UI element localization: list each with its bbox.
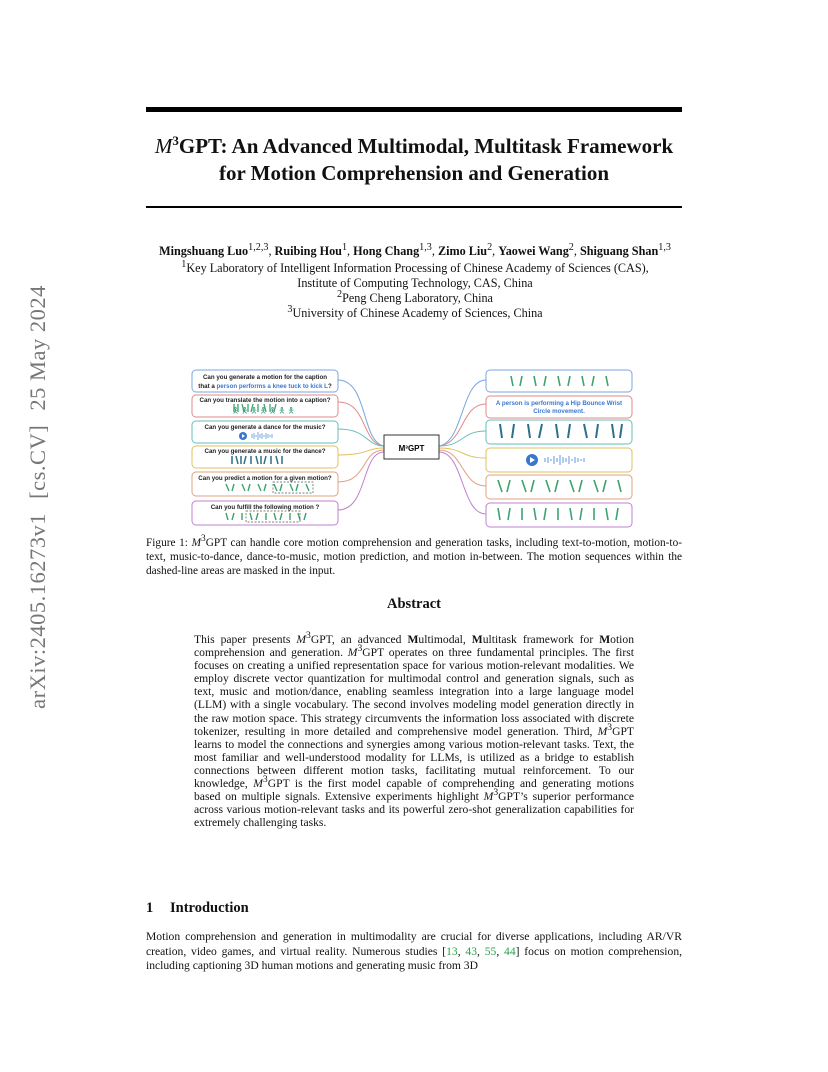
- bold-m: M: [471, 633, 483, 646]
- paper-title: [146, 133, 682, 187]
- bold-m: M: [599, 633, 611, 646]
- aff-text: Key Laboratory of Intelligent Information Processing of Chinese Academy of Sciences (CAS),: [186, 261, 649, 275]
- title-line-1: GPT: An Advanced Multimodal, Multitask Framework: [178, 134, 674, 158]
- model-m: M: [483, 790, 494, 804]
- affiliation-1: [120, 258, 710, 276]
- author-aff: 1,2,3: [248, 241, 269, 253]
- output-caption-line1: A person is performing a Hip Bounce Wrist: [495, 400, 623, 407]
- section-title: Introduction: [170, 900, 249, 916]
- affiliation-1b: [120, 276, 710, 291]
- model-sup: 3: [306, 630, 311, 642]
- introduction-body: Motion comprehension and generation in multimodality are crucial for diverse applications, including AR/VR creation, video games, and virtual reality. Numerous studies [13, 43, 55, 44] focus on motion comprehension, including captioning 3D human motions and generating music from 3D: [146, 930, 683, 972]
- citation-link[interactable]: 44: [504, 944, 516, 958]
- abstract-text: GPT is the first model capable of comprehending and generating motions based on multiple signals. Extensive experiments highlight: [194, 777, 634, 804]
- figure-1-caption: [146, 536, 682, 578]
- caption-label: Figure 1:: [146, 537, 192, 549]
- section-heading-introduction: [146, 900, 249, 917]
- model-m: M: [296, 633, 306, 646]
- citation-link[interactable]: 55: [484, 944, 497, 958]
- abstract-text: ultitask framework for: [482, 633, 600, 646]
- arxiv-id: arXiv:2405.16273v1: [25, 513, 50, 709]
- question-4: Can you generate a music for the dance?: [204, 448, 326, 455]
- author-name: Shiguang Shan: [579, 244, 659, 258]
- title-model-m: M: [154, 134, 173, 158]
- author-name: Zimo Liu: [437, 244, 488, 258]
- author-aff: 1,3: [658, 241, 671, 253]
- question-5: Can you predict a motion for a given motion?: [198, 475, 332, 482]
- intro-text: Motion comprehension and generation in multimodality are crucial for diverse applications, including AR/VR creation, video games, and virtual reality. Numerous studies [: [146, 930, 682, 958]
- model-m: M: [253, 777, 263, 791]
- motion-thumbnails-left: [232, 406, 295, 415]
- model-sup: 3: [357, 643, 363, 655]
- bold-m: M: [407, 633, 419, 646]
- figure-1-diagram: [146, 360, 682, 536]
- title-line-2: for Motion Comprehension and Generation: [218, 161, 610, 185]
- model-sup: 3: [262, 774, 268, 786]
- section-number: 1: [146, 900, 154, 916]
- aff-num: 2: [337, 288, 343, 300]
- title-model-sup: 3: [172, 133, 179, 148]
- abstract-text: GPT, an advanced: [310, 633, 408, 646]
- aff-text: Institute of Computing Technology, CAS, China: [297, 276, 533, 290]
- author-aff: 1: [341, 241, 348, 253]
- question-2: Can you translate the motion into a caption?: [199, 397, 331, 404]
- author-list: Mingshuang Luo$^{1,2,3}$, Ruibing Hou$^1$, Hong Chang$^{1,3}$, Zimo Liu$^2$, Yaowei Wang$^2$, Shiguang Shan$^{1,3}$: [159, 241, 671, 258]
- affiliation-2: [120, 288, 710, 306]
- caption-model-sup: 3: [201, 534, 206, 545]
- author-name: Ruibing Hou: [274, 244, 342, 258]
- abstract-text: This paper presents: [194, 633, 297, 646]
- abstract-text: GPT operates on three fundamental principles. The first focuses on creating a unified representation space for various motion-relevant modalities. We employ discrete vector quantization for multimodal control and generation signals, such as text, music and motion/dance, enabling seamless integration into a large language model (LLM) with a single vocabulary. The second involves modeling model generation directly in the raw motion space. This strategy circumvents the information loss associated with discrete tokenizer, resulting in more detailed and comprehensive model generation. Third,: [194, 646, 634, 738]
- intro-text: ] focus on motion comprehension, including captioning 3D human motions and generating music from 3D: [146, 944, 683, 972]
- abstract-body: [194, 630, 634, 830]
- aff-text: University of Chinese Academy of Sciences, China: [292, 306, 543, 320]
- output-caption-line2: Circle movement.: [533, 408, 585, 415]
- center-node-label: M³GPT: [398, 444, 425, 453]
- author-name: Hong Chang: [353, 244, 420, 258]
- author-aff: 1,3: [419, 241, 432, 253]
- author-name: Mingshuang Luo: [159, 244, 249, 258]
- caption-text: GPT can handle core motion comprehension and generation tasks, including text-to-motion, motion-to-text, music-to-dance, dance-to-music, motion prediction, and motion in-between. The motion sequences within the dashed-line areas are masked in the input.: [146, 537, 682, 577]
- model-sup: 3: [493, 787, 499, 799]
- title-bottom-rule: [146, 206, 682, 208]
- model-sup: 3: [607, 721, 613, 733]
- question-1-line1: Can you generate a motion for the caption: [202, 374, 328, 381]
- model-m: M: [347, 646, 358, 660]
- aff-text: Peng Cheng Laboratory, China: [342, 291, 493, 305]
- author-aff: 2: [568, 241, 574, 253]
- abstract-text: GPT’s superior performance across various motion-relevant tasks and its powerful zero-shot generalization capabilities for extremely challenging tasks.: [194, 790, 634, 830]
- question-6: Can you fulfill the following motion ?: [210, 504, 320, 511]
- arxiv-category: [cs.CV]: [25, 424, 50, 499]
- aff-num: 3: [287, 303, 293, 315]
- author-aff: 2: [487, 241, 493, 253]
- question-1-line2: that a person performs a knee tuck to kick L?: [198, 383, 332, 390]
- model-m: M: [597, 724, 608, 738]
- arxiv-date: 25 May 2024: [25, 285, 50, 411]
- arxiv-stamp: [25, 257, 55, 737]
- abstract-text: otion comprehension and generation.: [194, 633, 634, 660]
- abstract-text: GPT learns to model the connections and synergies among various motion-relevant tasks. Text, the most familiar and well-understood modality for LLMs, is utilized as a bridge to establish connections between different motion tasks, facilitating mutual reinforcement. To our knowledge,: [194, 724, 634, 791]
- svg-text:🯅 🯅 🯅 🯅 🯅 🯅 🯅: 🯅 🯅 🯅 🯅 🯅 🯅 🯅: [232, 406, 295, 415]
- title-top-rule: [146, 107, 682, 112]
- citation-link[interactable]: 13: [446, 944, 458, 958]
- author-name: Yaowei Wang: [498, 244, 569, 258]
- abstract-heading: Abstract: [387, 596, 441, 612]
- aff-num: 1: [181, 258, 187, 270]
- citation-link[interactable]: 43: [465, 944, 478, 958]
- question-3: Can you generate a dance for the music?: [204, 424, 326, 431]
- affiliation-3: [120, 303, 710, 321]
- abstract-text: ultimodal,: [418, 633, 472, 646]
- caption-model-m: M: [191, 537, 202, 549]
